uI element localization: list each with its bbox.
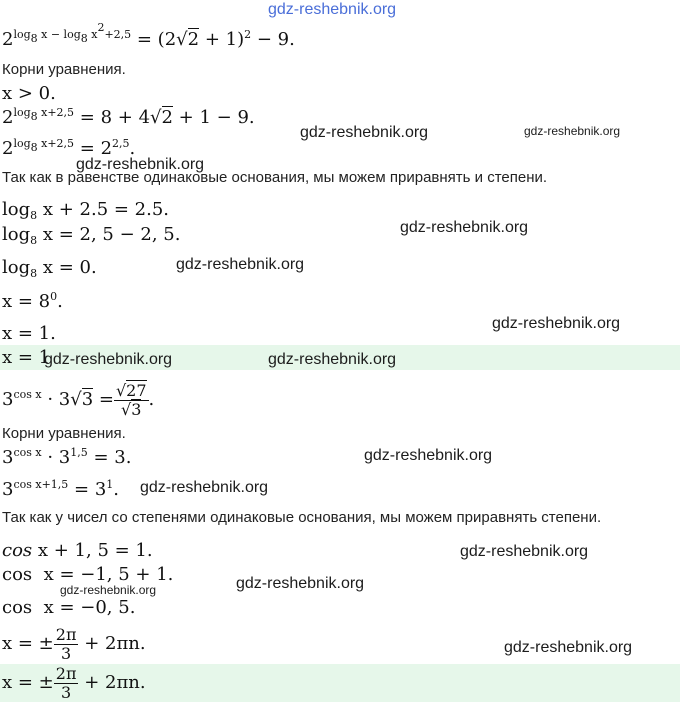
fraction: $\frac{2\pi}{3}$ — [55, 624, 77, 663]
equation-9: x = 1. — [2, 323, 56, 344]
roots-label-1: Корни уравнения. — [2, 61, 126, 78]
equation-8: $x = 8^0$. — [2, 290, 63, 312]
fraction: $\frac{2\pi}{3}$ — [55, 663, 77, 702]
watermark: gdz-reshebnik.org — [460, 543, 589, 560]
watermark-small: gdz-reshebnik.org — [524, 124, 621, 138]
equation-4: $2^{log_8 x+2,5} = 2^{2,5}$. — [2, 137, 136, 159]
equation-14: cos x + 1, 5 = 1. — [2, 540, 153, 561]
equation-15: cos x = −1, 5 + 1. — [2, 564, 174, 585]
watermark: gdz-reshebnik.org — [44, 351, 173, 368]
explanation-numbers-powers: Так как у чисел со степенями одинаковые основания, мы можем приравнять степени. — [2, 509, 602, 526]
roots-label-2: Корни уравнения. — [2, 425, 126, 442]
watermark: gdz-reshebnik.org — [364, 447, 493, 464]
equation-6: $\log_8 x = 2$, 5 − 2, 5. — [2, 224, 181, 247]
watermark: gdz-reshebnik.org — [176, 256, 305, 273]
equation-16: cos x = −0, 5. — [2, 597, 136, 618]
watermark: gdz-reshebnik.org — [140, 479, 269, 496]
watermark: gdz-reshebnik.org — [300, 124, 429, 141]
equation-5: $\log_8 x + 2.5 = 2.5$. — [2, 199, 170, 222]
equation-7: $\log_8 x = 0$. — [2, 257, 97, 280]
watermark: gdz-reshebnik.org — [504, 639, 633, 656]
equation-11: $3^{cos x} \cdot 3√3$ = $\frac{√27}{√3}$ . — [2, 380, 155, 419]
watermark: gdz-reshebnik.org — [76, 156, 205, 173]
watermark: gdz-reshebnik.org — [492, 315, 621, 332]
equation-10-answer: x = 1 — [2, 347, 51, 368]
equation-12: $3^{cos x} \cdot 3^{1,5} = 3$. — [2, 446, 132, 468]
equation-2: x > 0. — [2, 83, 56, 104]
equation-17: x = ± $\frac{2\pi}{3}$ + 2πn. — [2, 624, 146, 663]
watermark: gdz-reshebnik.org — [236, 575, 365, 592]
equation-18-answer: x = ± $\frac{2\pi}{3}$ + 2πn. — [2, 663, 146, 702]
fraction: $\frac{√27}{√3}$ — [115, 380, 147, 419]
equation-13: $3^{cos x+1,5} = 3^1$. — [2, 478, 120, 500]
equation-3: $2^{log_8 x+2,5} = 8 + 4√2 + 1 - 9$. — [2, 106, 255, 128]
watermark-top: gdz-reshebnik.org — [268, 1, 397, 18]
equation-1: $2^{log_8 x - log_8 x^2+2,5} = (2√2 + 1)^2 - 9$. — [2, 21, 295, 50]
watermark: gdz-reshebnik.org — [400, 219, 529, 236]
watermark: gdz-reshebnik.org — [268, 351, 397, 368]
watermark-small: gdz-reshebnik.org — [60, 583, 157, 597]
explanation-equal-powers: Так как в равенстве одинаковые основания, мы можем приравнять и степени. — [2, 169, 548, 186]
